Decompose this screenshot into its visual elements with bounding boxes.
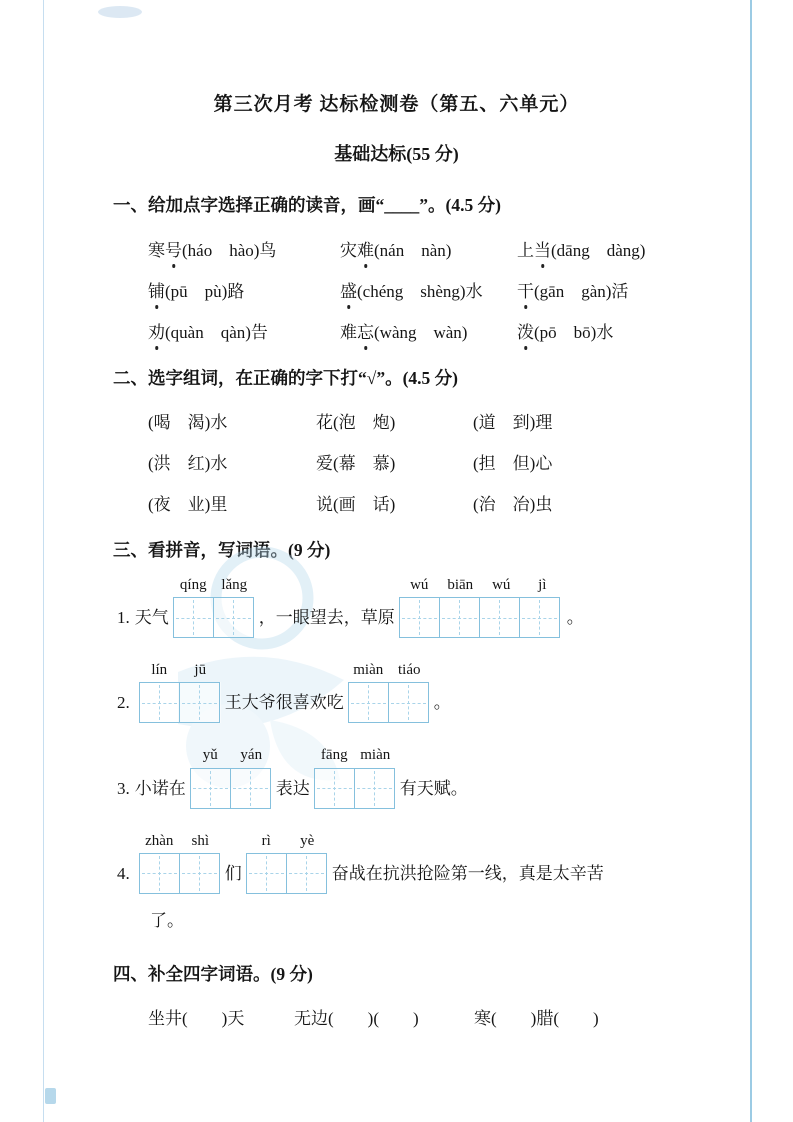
pinyin-writing-boxes xyxy=(190,745,272,808)
pinyin-writing-boxes xyxy=(139,660,221,723)
pinyin-line xyxy=(117,575,793,638)
writing-box xyxy=(314,768,355,809)
writing-box xyxy=(388,682,429,723)
pinyin-syllable: fāng xyxy=(320,747,348,764)
pinyin-label xyxy=(314,745,396,765)
pinyin-writing-boxes xyxy=(314,745,396,808)
pronunciation-item xyxy=(340,281,517,304)
pinyin-line xyxy=(117,660,793,723)
word-choice-item: 花(泡 炮) xyxy=(316,413,396,433)
pinyin-syllable: jū xyxy=(194,662,207,679)
line-text: 天气 xyxy=(134,608,169,628)
char: 告 xyxy=(250,322,268,342)
pinyin-label xyxy=(399,575,563,595)
dotted-char: 盛 xyxy=(340,281,357,304)
pronunciation-item xyxy=(148,240,340,263)
word-choice-row xyxy=(148,435,793,476)
dotted-char: 泼 xyxy=(517,322,534,345)
writing-box xyxy=(179,682,220,723)
pinyin-syllable: biān xyxy=(447,576,474,593)
dotted-char: 干 xyxy=(517,281,534,304)
pinyin-syllable: miàn xyxy=(360,747,391,764)
section-one-rows xyxy=(148,222,793,345)
pinyin-syllable: wú xyxy=(492,576,511,593)
line-text: 们 xyxy=(224,863,242,883)
writing-box xyxy=(399,597,440,638)
line-text: 奋战在抗洪抢险第一线，真是太辛苦 xyxy=(331,863,604,883)
line-text: 表达 xyxy=(275,778,310,798)
dotted-char: 号 xyxy=(165,240,182,263)
word-choice-item: 爱(幕 慕) xyxy=(316,454,396,474)
writing-box xyxy=(139,682,180,723)
paper-title: 第三次月考 达标检测卷（第五、六单元） xyxy=(213,94,580,115)
dotted-char: 劝 xyxy=(148,322,165,345)
word-choice-item: (担 但)心 xyxy=(473,454,553,474)
pinyin-label xyxy=(190,745,272,765)
pinyin-syllable: shì xyxy=(191,832,209,849)
line-text: 小诺在 xyxy=(134,778,186,798)
pronunciation-item xyxy=(148,281,340,304)
pinyin-label xyxy=(173,575,255,595)
writing-box xyxy=(190,768,231,809)
dotted-char: 难 xyxy=(357,240,374,263)
pinyin-syllable: yǔ xyxy=(202,747,218,764)
pinyin-options: (chéng shèng) xyxy=(357,281,466,301)
paper-subtitle: 基础达标(55 分) xyxy=(334,143,459,164)
char: 上 xyxy=(517,240,534,260)
idiom-item: 坐井( )天 xyxy=(148,1009,245,1029)
writing-box xyxy=(439,597,480,638)
pinyin-syllable: tiáo xyxy=(398,662,421,679)
char: 活 xyxy=(611,281,629,301)
writing-box xyxy=(246,853,287,894)
dotted-char: 当 xyxy=(534,240,551,263)
line-text: 有天赋。 xyxy=(399,778,468,798)
line-text: 。 xyxy=(433,693,451,713)
pinyin-syllable: jì xyxy=(538,576,547,593)
section-two-heading: 二、选字组词，在正确的字下打“√”。(4.5 分) xyxy=(113,367,459,388)
page-edge-line-right xyxy=(750,0,752,1122)
pinyin-syllable: wú xyxy=(410,576,429,593)
section-four-heading: 四、补全四字词语。(9 分) xyxy=(113,963,313,984)
writing-box xyxy=(286,853,327,894)
scan-artifact-bottom-left xyxy=(45,1088,56,1104)
section-three-heading: 三、看拼音，写词语。(9 分) xyxy=(113,540,331,561)
section-four-row xyxy=(148,1008,793,1031)
word-choice-row xyxy=(148,394,793,435)
char: 寒 xyxy=(148,240,165,260)
pinyin-syllable: yè xyxy=(300,832,315,849)
char: 水 xyxy=(596,322,614,342)
pinyin-options: (gān gàn) xyxy=(534,281,612,301)
pinyin-syllable: miàn xyxy=(353,662,384,679)
pinyin-syllable: yán xyxy=(240,747,263,764)
writing-box-row xyxy=(139,853,221,894)
char: 鸟 xyxy=(259,240,277,260)
pronunciation-row xyxy=(148,263,793,304)
line-number: 3. xyxy=(117,778,130,798)
pronunciation-item xyxy=(340,240,517,263)
pronunciation-item xyxy=(517,322,613,345)
char: 灾 xyxy=(340,240,357,260)
section-one-heading: 一、给加点字选择正确的读音，画“____”。(4.5 分) xyxy=(113,194,501,215)
pinyin-label xyxy=(348,660,430,680)
dotted-char: 忘 xyxy=(357,322,374,345)
pronunciation-row xyxy=(148,222,793,263)
pronunciation-item xyxy=(148,322,340,345)
writing-box-row xyxy=(190,768,272,809)
section-three-lines xyxy=(0,575,793,933)
writing-box xyxy=(230,768,271,809)
scan-artifact-top xyxy=(98,6,142,18)
writing-box-row xyxy=(246,853,328,894)
word-choice-item: (道 到)理 xyxy=(473,413,553,433)
pronunciation-row xyxy=(148,304,793,345)
word-choice-item: (治 冶)虫 xyxy=(473,495,553,515)
line-number: 2. xyxy=(117,693,130,713)
pinyin-label xyxy=(139,660,221,680)
pinyin-line xyxy=(117,745,793,808)
line-number: 4. xyxy=(117,863,130,883)
writing-box-row xyxy=(314,768,396,809)
pinyin-options: (wàng wàn) xyxy=(374,322,468,342)
writing-box-row xyxy=(399,597,563,638)
writing-box-row xyxy=(173,597,255,638)
line-text: 王大爷很喜欢吃 xyxy=(224,693,344,713)
dotted-char: 铺 xyxy=(148,281,165,304)
writing-box xyxy=(519,597,560,638)
idiom-item: 寒( )腊( ) xyxy=(474,1009,599,1029)
pinyin-options: (nán nàn) xyxy=(374,240,452,260)
writing-box xyxy=(479,597,520,638)
pronunciation-item xyxy=(340,322,517,345)
line-continuation: 了。 xyxy=(150,910,184,930)
word-choice-item: (洪 红)水 xyxy=(148,454,228,474)
word-choice-item: 说(画 话) xyxy=(316,495,396,515)
pronunciation-item xyxy=(517,281,628,304)
writing-box-row xyxy=(139,682,221,723)
page-edge-line-left xyxy=(43,0,44,1122)
writing-box xyxy=(348,682,389,723)
pinyin-syllable: lǎng xyxy=(221,576,248,593)
writing-box xyxy=(213,597,254,638)
line-number: 1. xyxy=(117,608,130,628)
line-text: ，一眼望去，草原 xyxy=(258,608,395,628)
writing-box xyxy=(139,853,180,894)
pinyin-syllable: zhàn xyxy=(145,832,174,849)
writing-box xyxy=(173,597,214,638)
writing-box xyxy=(179,853,220,894)
char: 水 xyxy=(465,281,483,301)
pronunciation-item xyxy=(517,240,645,263)
pinyin-syllable: rì xyxy=(261,832,271,849)
section-two-rows xyxy=(148,394,793,517)
pinyin-options: (pū pù) xyxy=(165,281,228,301)
pinyin-label xyxy=(139,831,221,851)
line-text: 。 xyxy=(566,608,584,628)
writing-box-row xyxy=(348,682,430,723)
idiom-item: 无边( )( ) xyxy=(294,1009,419,1029)
pinyin-label xyxy=(246,831,328,851)
char: 难 xyxy=(340,322,357,342)
word-choice-row xyxy=(148,476,793,517)
pinyin-options: (pō bō) xyxy=(534,322,597,342)
pinyin-syllable: lín xyxy=(151,662,168,679)
pinyin-options: (háo hào) xyxy=(182,240,260,260)
word-choice-item: (夜 业)里 xyxy=(148,495,228,515)
pinyin-writing-boxes xyxy=(246,831,328,894)
pinyin-writing-boxes xyxy=(173,575,255,638)
char: 路 xyxy=(227,281,245,301)
writing-box xyxy=(354,768,395,809)
pinyin-options: (dāng dàng) xyxy=(551,240,646,260)
pinyin-writing-boxes xyxy=(348,660,430,723)
pinyin-writing-boxes xyxy=(399,575,563,638)
pinyin-line xyxy=(117,831,793,894)
word-choice-item: (喝 渴)水 xyxy=(148,413,228,433)
pinyin-writing-boxes xyxy=(139,831,221,894)
pinyin-options: (quàn qàn) xyxy=(165,322,251,342)
pinyin-syllable: qíng xyxy=(179,576,207,593)
